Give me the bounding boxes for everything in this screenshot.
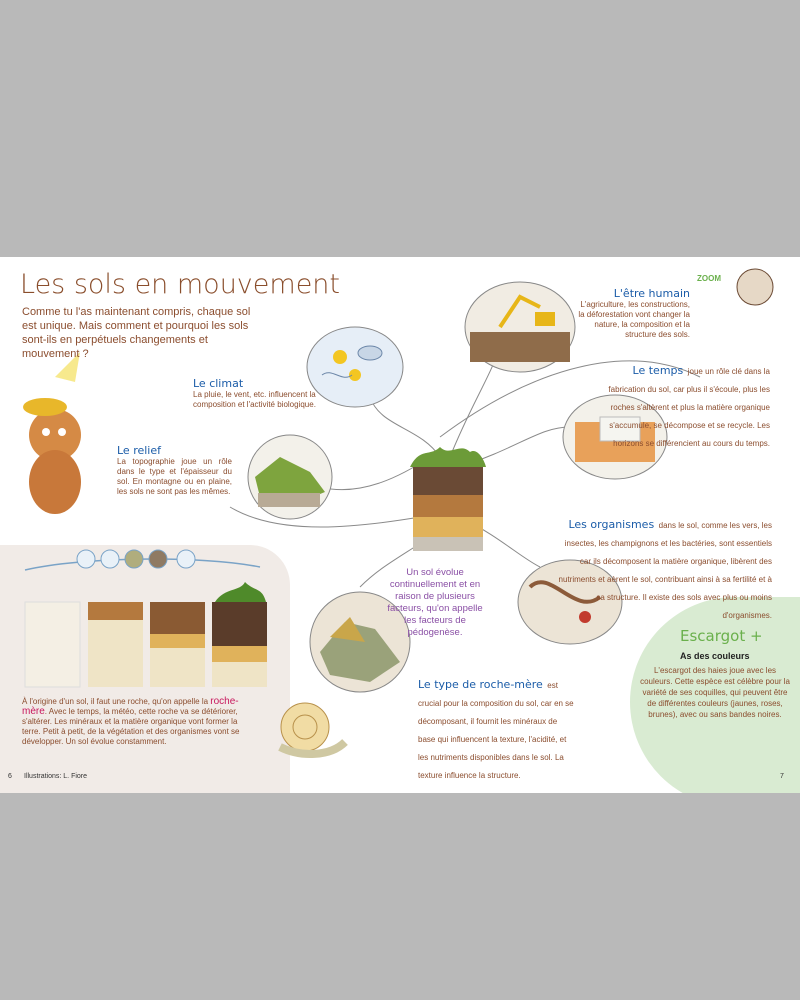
temps-text: joue un rôle clé dans la fabrication du sol, car plus il s'écoule, plus les roches s'altèrent et plus la matière organique s'accumule, se décompose et se recycle. Les horizons se différencient au cours du temps.: [608, 367, 770, 448]
relief-text: La topographie joue un rôle dans le type et l'épaisseur du sol. En montagne ou en plaine, les sols ne sont pas les mêmes.: [117, 457, 232, 496]
temps-heading: Le temps: [632, 364, 684, 377]
book-spread: [0, 257, 800, 793]
intro-text: Comme tu l'as maintenant compris, chaque sol est unique. Mais comment et pourquoi les sols sont-ils en perpétuels changements et mouvement ?: [22, 306, 251, 360]
soil-profile-illustration: [410, 447, 486, 551]
folio-left: 6: [8, 773, 12, 780]
soil-evolution-text-a: À l'origine d'un sol, il faut une roche, qu'on appelle la: [22, 697, 211, 706]
humain-heading: L'être humain: [613, 287, 690, 300]
humain-text: L'agriculture, les constructions, la déforestation vont changer la nature, la composition et la structure des sols.: [578, 300, 690, 339]
escargot-subtitle: As des couleurs: [680, 651, 750, 661]
center-caption: Un sol évolue continuellement et en raison de plusieurs facteurs, qu'on appelle les facteurs de pédogenèse.: [387, 567, 483, 638]
soil-stages: [25, 582, 267, 687]
humain-block: [573, 287, 690, 340]
page-title: Les sols en mouvement: [20, 269, 341, 300]
folio-right: 7: [780, 773, 784, 780]
climat-text: La pluie, le vent, etc. influencent la composition et l'activité biologique.: [193, 390, 316, 409]
organismes-heading: Les organismes: [568, 518, 655, 531]
climat-heading: Le climat: [193, 377, 244, 390]
soil-timeline: [25, 550, 260, 570]
relief-block: [117, 444, 232, 497]
temps-block: [596, 361, 770, 451]
roche-heading: Le type de roche-mère: [418, 678, 543, 691]
escargot-title: Escargot +: [680, 627, 763, 645]
illustration-credit: Illustrations: L. Fiore: [24, 773, 88, 780]
relief-heading: Le relief: [117, 444, 161, 457]
roche-mere-highlight: roche-mère: [22, 696, 239, 717]
snail-illustration: [280, 703, 345, 754]
goat-mascot: [737, 269, 773, 305]
escargot-text: L'escargot des haies joue avec les couleurs. Cette espèce est célèbre pour la variété de ses coquilles, qui peuvent être de différentes couleurs (jaunes, roses, brunes), avec ou sans bandes noires.: [640, 666, 790, 719]
organismes-text: dans le sol, comme les vers, les insectes, les champignons et les bactéries, sont essentiels car ils décomposent la matière organique, libèrent des nutriments et aèrent le sol, contribuant ainsi à sa fertilité et à sa structure. Il existe des sols avec plus ou moins d'organismes.: [558, 521, 772, 620]
climat-block: [193, 377, 353, 410]
soil-evolution-text: [22, 697, 258, 747]
mascot-illustration: [23, 352, 81, 514]
zoom-label: ZOOM: [697, 274, 721, 283]
roche-text: est crucial pour la composition du sol, car en se décomposant, il fournit les minéraux de base qui influencent la texture, l'acidité, et les nutriments disponibles dans le sol. La texture influence la structure.: [418, 681, 574, 780]
roche-block: [418, 675, 574, 783]
soil-evolution-text-b: . Avec le temps, la météo, cette roche va se détériorer, s'altérer. Les minéraux et la matière organique vont former la terre. Petit à petit, de la végétation et des organismes vont se développer. Un sol évolue constamment.: [22, 707, 240, 746]
organismes-block: [552, 515, 772, 623]
